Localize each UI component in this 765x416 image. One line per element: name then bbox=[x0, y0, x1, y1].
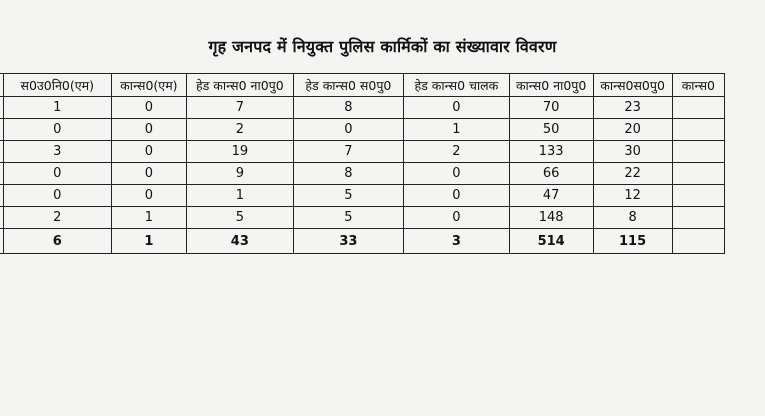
table-cell: 0 bbox=[403, 185, 509, 207]
table-cell bbox=[672, 207, 724, 229]
header-row bbox=[0, 74, 725, 97]
table-cell: 66 bbox=[509, 163, 593, 185]
table-cell: 133 bbox=[509, 141, 593, 163]
header-cell: कान्स0 ना0पु0 bbox=[509, 74, 593, 97]
table-cell: 1 bbox=[186, 185, 293, 207]
table-cell: 0 bbox=[3, 185, 111, 207]
table-cell: 0 bbox=[111, 119, 186, 141]
table-cell: 3 bbox=[3, 141, 111, 163]
table-cell: 0 bbox=[3, 119, 111, 141]
table-cell: 5 bbox=[186, 207, 293, 229]
table-cell: 0 bbox=[111, 163, 186, 185]
table-cell: 0 bbox=[111, 97, 186, 119]
table-cell: 1 bbox=[403, 119, 509, 141]
total-cell bbox=[672, 229, 724, 254]
table-row bbox=[0, 185, 725, 207]
header-cell: स0उ0नि0(एम) bbox=[3, 74, 111, 97]
total-cell: 514 bbox=[509, 229, 593, 254]
table-cell: 19 bbox=[186, 141, 293, 163]
table-cell: 7 bbox=[186, 97, 293, 119]
table-cell: 70 bbox=[509, 97, 593, 119]
header-cell: कान्स0(एम) bbox=[111, 74, 186, 97]
total-cell: 43 bbox=[186, 229, 293, 254]
table-cell: 0 bbox=[293, 119, 403, 141]
table-cell bbox=[672, 119, 724, 141]
header-cell: हेड कान्स0 स0पु0 bbox=[293, 74, 403, 97]
header-cell: हेड कान्स0 चालक bbox=[403, 74, 509, 97]
table-cell: 12 bbox=[593, 185, 672, 207]
table-cell bbox=[672, 163, 724, 185]
total-row bbox=[0, 229, 725, 254]
table-row bbox=[0, 207, 725, 229]
table-row bbox=[0, 97, 725, 119]
personnel-table bbox=[0, 73, 725, 254]
table-cell: 9 bbox=[186, 163, 293, 185]
table-cell: 0 bbox=[403, 163, 509, 185]
total-cell: 3 bbox=[403, 229, 509, 254]
table-cell: 47 bbox=[509, 185, 593, 207]
table-cell: 2 bbox=[186, 119, 293, 141]
table-cell bbox=[672, 97, 724, 119]
table-row bbox=[0, 141, 725, 163]
total-cell: 33 bbox=[293, 229, 403, 254]
table-cell: 0 bbox=[3, 163, 111, 185]
table-cell: 1 bbox=[3, 97, 111, 119]
table-cell: 1 bbox=[111, 207, 186, 229]
table-cell bbox=[672, 185, 724, 207]
table-cell: 23 bbox=[593, 97, 672, 119]
table-cell: 20 bbox=[593, 119, 672, 141]
page-title: गृह जनपद में नियुक्त पुलिस कार्मिकों का संख्यावार विवरण bbox=[208, 37, 557, 56]
table-cell: 7 bbox=[293, 141, 403, 163]
table-cell: 2 bbox=[3, 207, 111, 229]
total-cell: 115 bbox=[593, 229, 672, 254]
table-cell: 5 bbox=[293, 207, 403, 229]
total-cell: 6 bbox=[3, 229, 111, 254]
table-cell: 30 bbox=[593, 141, 672, 163]
table-cell: 8 bbox=[293, 163, 403, 185]
total-cell: 1 bbox=[111, 229, 186, 254]
header-cell: हेड कान्स0 ना0पु0 bbox=[186, 74, 293, 97]
header-cell: कान्स0स0पु0 bbox=[593, 74, 672, 97]
table-row bbox=[0, 163, 725, 185]
table-cell bbox=[672, 141, 724, 163]
table-cell: 8 bbox=[293, 97, 403, 119]
table-cell: 5 bbox=[293, 185, 403, 207]
header-cell: कान्स0 bbox=[672, 74, 724, 97]
table-cell: 0 bbox=[403, 207, 509, 229]
table-cell: 0 bbox=[403, 97, 509, 119]
table-cell: 0 bbox=[111, 141, 186, 163]
table-cell: 8 bbox=[593, 207, 672, 229]
table-cell: 50 bbox=[509, 119, 593, 141]
table-cell: 2 bbox=[403, 141, 509, 163]
table-cell: 148 bbox=[509, 207, 593, 229]
table-row bbox=[0, 119, 725, 141]
table-cell: 22 bbox=[593, 163, 672, 185]
table-cell: 0 bbox=[111, 185, 186, 207]
